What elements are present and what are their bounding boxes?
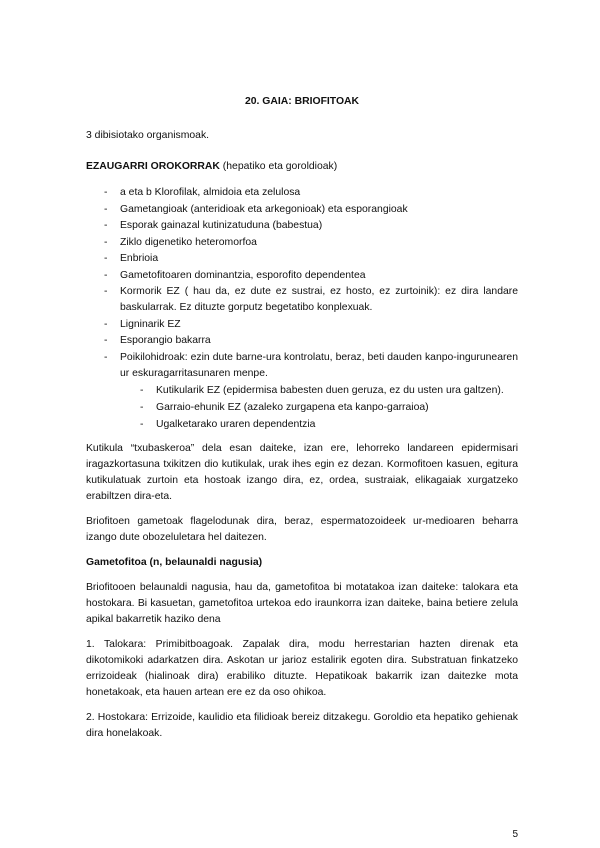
dash-bullet: - — [104, 335, 108, 346]
paragraph-hostokara: 2. Hostokara: Errizoide, kaulidio eta filidioak bereiz ditzakegu. Goroldio eta hepatiko gehienak dira honelakoak. — [86, 711, 518, 739]
dash-bullet: - — [104, 318, 108, 330]
paragraph-gametoak: Briofitoen gametoak flagelodunak dira, beraz, espermatozoideek ur-medioaren beharra izango dute obozeluletara hel daitezen. — [86, 515, 518, 543]
dash-bullet: - — [140, 401, 144, 413]
dash-bullet: - — [104, 286, 108, 297]
list-item: - Ziklo digenetiko heteromorfoa — [86, 235, 518, 251]
list-item: - Poikilohidroak: ezin dute barne-ura kontrolatu, beraz, beti dauden kanpo-ingurunearen ur eskuragarritasunaren menpe. - Kutikularik EZ (epidermisa babesten duen geruza, ez du usten ura galtzen). - Garraio-ehunik EZ (azaleko zurgapena eta kanpo-garraioa) - Ugalketarako uraren dependentzia — [86, 350, 518, 433]
paragraph-talokara: 1. Talokara: Primibitboagoak. Zapalak dira, modu herrestarian hazten direnak eta dikotomikoki adarkatzen dira. Askotan ur jarioz estalirik egoten dira. Substratuan finkatzeko errizoideak (hialinoak dira) erabiliko dituzte. Hepatikoak bakarrik izan daitezke mota honetakoak, eta hauen artean ere ez da oso ohikoa. — [86, 638, 518, 698]
dash-bullet: - — [104, 269, 108, 281]
paragraph-belaunaldi: Briofitooen belaunaldi nagusia, hau da, gametofitoa bi motatakoa izan daiteke: talokara eta hostokara. Bi kasuetan, gametofitoa urtekoa edo iraunkorra izan daiteke, baina betiere zelula apikal bakarretik haziko dena — [86, 581, 518, 625]
dash-bullet: - — [104, 187, 108, 198]
sublist — [120, 383, 518, 433]
list-item: - Enbrioia — [86, 251, 518, 267]
list-item: - Kormorik EZ ( hau da, ez dute ez sustrai, ez hosto, ez zurtoinik): ez dira landare baskularrak. Ez dituzte gorputz begetatibo konplexuak. — [104, 286, 518, 313]
dash-bullet: - — [104, 203, 108, 215]
document-page — [86, 94, 518, 751]
dash-bullet: - — [104, 220, 108, 231]
list-item: - Esporak gainazal kutinizatuduna (babestua) — [86, 218, 518, 234]
list-item: - Ligninarik EZ — [86, 317, 518, 333]
page-number: 5 — [512, 829, 518, 840]
list-item: - Gametofitoaren dominantzia, esporofito dependentea — [86, 268, 518, 284]
heading-bold: EZAUGARRI OROKORRAK — [86, 161, 220, 172]
dash-bullet: - — [140, 418, 144, 430]
intro-text: 3 dibisiotako organismoak. — [86, 130, 210, 141]
features-list — [86, 185, 518, 433]
section-heading-ezaugarriak — [86, 159, 518, 175]
dash-bullet: - — [104, 351, 108, 363]
dash-bullet: - — [104, 253, 108, 264]
list-item: - Gametangioak (anteridioak eta arkegonioak) eta esporangioak — [86, 202, 518, 218]
dash-bullet: - — [104, 236, 108, 248]
sublist-item: - Garraio-ehunik EZ (azaleko zurgapena eta kanpo-garraioa) — [120, 400, 518, 416]
sublist-item: - Kutikularik EZ (epidermisa babesten duen geruza, ez du usten ura galtzen). — [120, 383, 518, 399]
dash-bullet: - — [140, 384, 144, 396]
sublist-item: - Ugalketarako uraren dependentzia — [120, 417, 518, 433]
heading-rest: (hepatiko eta goroldioak) — [219, 161, 338, 172]
paragraph-kutikula: Kutikula “txubaskeroa” dela esan daiteke, izan ere, lehorreko landareen epidermisari iragazkortasuna txikitzen dio kutikulak, urak ihes egin ez dezan. Kormofitoen kasuen, egitura kutikulatuak zurtoin eta hostoak izango dira, ez, ordea, sustraiak, elikagaiak xurgatzeko erabiltzen dira-eta. — [86, 442, 518, 502]
list-item: - Esporangio bakarra — [86, 333, 518, 349]
page-title: 20. GAIA: BRIOFITOAK — [244, 96, 360, 107]
section-heading-gametofitoa: Gametofitoa (n, belaunaldi nagusia) — [86, 556, 263, 568]
list-item: - a eta b Klorofilak, almidoia eta zelulosa — [86, 185, 518, 201]
